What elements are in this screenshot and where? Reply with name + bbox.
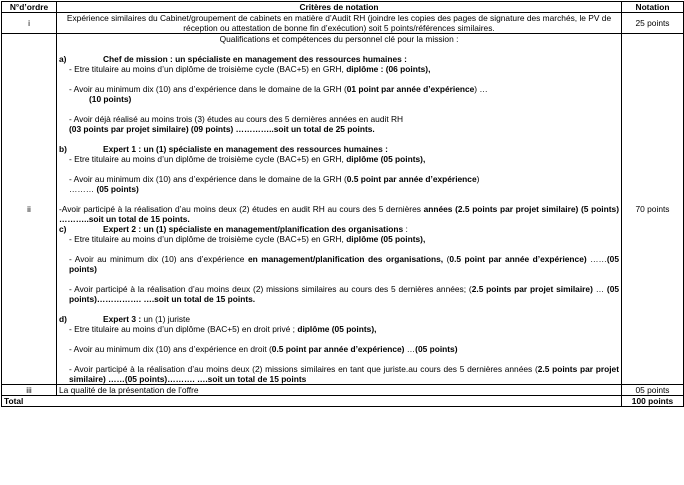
criterion-points: diplôme (05 points),	[346, 234, 426, 244]
section-title: Chef de mission : un spécialiste en management des ressources humaines :	[103, 54, 407, 64]
section-b-title	[59, 144, 619, 154]
criterion-text: ) …	[474, 84, 488, 94]
section-label: b)	[59, 144, 67, 154]
criterion-text: - Etre titulaire au moins d’un diplôme de troisième cycle (BAC+5) en GRH,	[69, 234, 347, 244]
criterion-text: ………	[69, 184, 97, 194]
row-criteria: La qualité de la présentation de l’offre	[57, 385, 622, 396]
criterion-text: )	[476, 174, 480, 184]
criterion-line	[59, 184, 619, 194]
criterion-line	[59, 84, 619, 94]
section-title-end: un (1) juriste	[141, 314, 191, 324]
criterion-text: - Avoir au minimum dix (10) ans d’expérience	[69, 254, 248, 264]
criterion-text: - Avoir au minimum dix (10) ans d’expérience dans le domaine de la GRH (	[69, 84, 347, 94]
header-notation: Notation	[622, 2, 684, 13]
criterion-text: - Avoir participé à la réalisation d’au moins deux (2) missions similaires au cours des 5 dernières années; (	[69, 284, 472, 294]
table-row	[2, 34, 684, 385]
table-row	[2, 13, 684, 34]
criterion-points: diplôme : (06 points),	[346, 64, 431, 74]
criterion-line	[59, 344, 619, 354]
section-label: a)	[59, 54, 67, 64]
criterion-line	[59, 64, 619, 74]
row-number: iii	[2, 385, 57, 396]
row-points: 70 points	[622, 34, 684, 385]
criterion-line	[59, 284, 619, 304]
section-title: Expert 2 : un (1) spécialiste en management/planification des organisations	[103, 224, 404, 234]
scoring-table	[1, 1, 684, 407]
section-title: Expert 1 : un (1) spécialiste en management des ressources humaines :	[103, 144, 388, 154]
section-label: c)	[59, 224, 67, 234]
section-title: Expert 3 :	[103, 314, 142, 324]
total-points: 100 points	[622, 396, 684, 407]
section-label: d)	[59, 314, 67, 324]
section-title-end: :	[403, 224, 408, 234]
criterion-text: - Avoir participé à la réalisation d’au moins deux (2) missions similaires en tant que juriste.au cours des 5 dernières années (	[69, 364, 538, 374]
section-intro: Qualifications et compétences du personnel clé pour la mission :	[219, 34, 459, 44]
criterion-points: (10 points)	[89, 94, 132, 104]
criterion-line	[59, 174, 619, 184]
criterion-points: diplôme (05 points),	[297, 324, 377, 334]
row-points: 05 points	[622, 385, 684, 396]
criterion-text: - Etre titulaire au moins d’un diplôme (BAC+5) en droit privé ;	[69, 324, 298, 334]
criterion-points: 2.5 points par projet similaire) ……(05 points)………. ….soit un total de 15 points	[69, 364, 620, 384]
header-criteria: Critères de notation	[57, 2, 622, 13]
criterion-points: diplôme (05 points),	[346, 154, 426, 164]
criterion-points: (05 points)	[96, 184, 139, 194]
criterion-text: (	[443, 254, 450, 264]
total-label: Total	[2, 396, 622, 407]
criterion-points: 01 point par année d’expérience	[346, 84, 475, 94]
criterion-text: …	[592, 284, 607, 294]
criterion-points: (05 points)……………. ….soit un total de 15 points.	[69, 284, 620, 304]
header-order-number: N°d’ordre	[2, 2, 57, 13]
criterion-points: 0.5 point par année d’expérience	[346, 174, 477, 184]
row-criteria: Expérience similaires du Cabinet/groupement de cabinets en matière d’Audit RH (joindre les copies des pages de signature des marchés, le PV de réception ou attestation de bonne fin d’exécution) soit 5 points/références similaires.	[57, 13, 622, 34]
criterion-text: - Avoir au minimum dix (10) ans d’expérience dans le domaine de la GRH (	[69, 174, 347, 184]
criterion-points: (05 points)	[415, 344, 458, 354]
criterion-text: -Avoir participé à la réalisation d’au moins deux (2) études en audit RH au cours des 5 dernières	[59, 204, 424, 214]
criterion-points: (05 points)	[69, 254, 619, 274]
criterion-line: - Avoir déjà réalisé au moins trois (3) études au cours des 5 dernières années en audit RH	[69, 114, 404, 124]
total-row	[2, 396, 684, 407]
row-criteria	[57, 34, 622, 385]
criterion-points: en management/planification des organisations,	[247, 254, 444, 264]
criterion-line	[59, 254, 619, 274]
criterion-text: - Etre titulaire au moins d’un diplôme de troisième cycle (BAC+5) en GRH,	[69, 154, 347, 164]
criterion-text: ……	[586, 254, 607, 264]
header-row	[2, 2, 684, 13]
criterion-line	[59, 324, 619, 334]
row-points: 25 points	[622, 13, 684, 34]
criterion-text: - Avoir au minimum dix (10) ans d’expérience en droit (	[69, 344, 272, 354]
criterion-text: …	[404, 344, 416, 354]
section-c-title	[59, 224, 619, 234]
criterion-points: 2.5 points par projet similaire)	[471, 284, 593, 294]
criterion-points: années (2.5 points par projet similaire) (5 points) ………..soit un total de 15 points.	[59, 204, 619, 224]
criterion-points: 0.5 point par année d’expérience)	[271, 344, 405, 354]
section-d-title	[59, 314, 619, 324]
criterion-text: - Etre titulaire au moins d’un diplôme de troisième cycle (BAC+5) en GRH,	[69, 64, 347, 74]
row-number: ii	[2, 34, 57, 385]
criterion-line	[59, 154, 619, 164]
table-row	[2, 385, 684, 396]
section-a-title	[59, 54, 619, 64]
criterion-line	[59, 364, 619, 384]
criterion-points: 0.5 point par année d’expérience)	[449, 254, 587, 264]
row-number: i	[2, 13, 57, 34]
criterion-line	[59, 234, 619, 244]
criterion-line	[59, 204, 619, 224]
criterion-points: (03 points par projet similaire) (09 points) …………..soit un total de 25 points.	[69, 124, 375, 134]
